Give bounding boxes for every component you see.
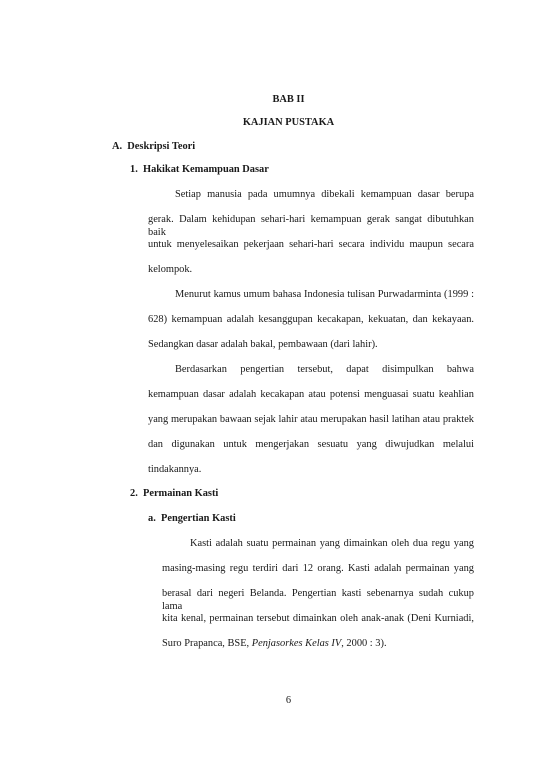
citation-line <box>162 637 387 650</box>
section-heading-a: A. Deskripsi Teori <box>112 141 196 152</box>
paragraph-line: Menurut kamus umum bahasa Indonesia tulisan Purwadarminta (1999 : <box>175 289 474 300</box>
paragraph-line: gerak. Dalam kehidupan sehari-hari kemampuan gerak sangat dibutuhkan baik <box>148 214 474 238</box>
chapter-number: BAB II <box>272 94 305 105</box>
paragraph-line: masing-masing regu terdiri dari 12 orang. Kasti adalah permainan yang <box>162 563 474 574</box>
paragraph-line: kelompok. <box>148 264 193 275</box>
paragraph-line: Sedangkan dasar adalah bakal, pembawaan (dari lahir). <box>148 339 378 350</box>
citation-year-page: , 2000 : 3). <box>341 638 387 649</box>
page-number: 6 <box>285 695 292 706</box>
paragraph-line: Kasti adalah suatu permainan yang dimainkan oleh dua regu yang <box>190 538 474 549</box>
paragraph-line: berasal dari negeri Belanda. Pengertian kasti sebenarnya sudah cukup lama <box>162 588 474 612</box>
subsection-heading-2: 2. Permainan Kasti <box>130 488 219 499</box>
paragraph-line: yang merupakan bawaan sejak lahir atau merupakan hasil latihan atau praktek <box>148 414 474 425</box>
chapter-title: KAJIAN PUSTAKA <box>242 117 335 128</box>
subsection-heading-1: 1. Hakikat Kemampuan Dasar <box>130 164 269 175</box>
citation-authors: Suro Prapanca, BSE, <box>162 638 252 649</box>
paragraph-line: kita kenal, permainan tersebut dimainkan oleh anak-anak (Deni Kurniadi, <box>162 613 474 624</box>
paragraph-line: tindakannya. <box>148 464 202 475</box>
paragraph-line: untuk menyelesaikan pekerjaan sehari-hari secara individu maupun secara <box>148 239 474 250</box>
paragraph-line: dan digunakan untuk mengerjakan sesuatu yang diwujudkan melalui <box>148 439 474 450</box>
paragraph-line: Setiap manusia pada umumnya dibekali kemampuan dasar berupa <box>175 189 474 200</box>
citation-book-title: Penjasorkes Kelas IV <box>251 638 342 649</box>
paragraph-line: Berdasarkan pengertian tersebut, dapat disimpulkan bahwa <box>175 364 474 375</box>
paragraph-line: kemampuan dasar adalah kecakapan atau potensi menguasai suatu keahlian <box>148 389 474 400</box>
paragraph-line: 628) kemampuan adalah kesanggupan kecakapan, kekuatan, dan kekayaan. <box>148 314 474 325</box>
subsection-heading-2a: a. Pengertian Kasti <box>148 513 236 524</box>
